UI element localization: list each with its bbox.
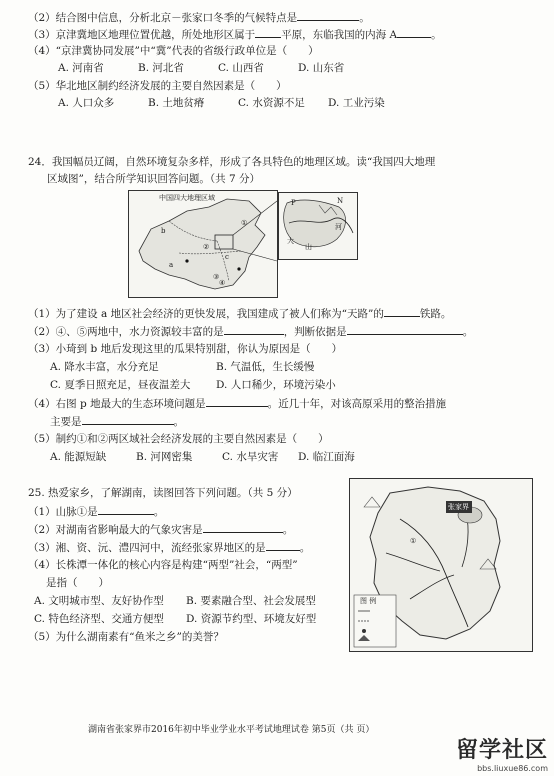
q25-sub4-option-b: B. 要素融合型、社会发展型 — [186, 595, 316, 607]
site-watermark — [456, 733, 548, 773]
q25-sub2: （2）对湖南省影响最大的气象灾害是 。 — [28, 524, 294, 536]
q24-sub4-cont: 主要是 。 — [50, 416, 184, 428]
q23-sub5-option-c: C. 水资源不足 — [238, 97, 305, 109]
q25-sub1: （1）山脉①是 。 — [28, 506, 165, 518]
q25-sub5: （5）为什么湖南素有“鱼米之乡”的美誉？ — [28, 631, 224, 643]
q23-sub4-option-b: B. 河北省 — [138, 62, 184, 74]
q23-sub5-option-a: A. 人口众多 — [58, 97, 115, 109]
q24-stem-line1: 24．我国幅员辽阔，自然环境复杂多样，形成了各具特色的地理区域。读“我国四大地理 — [28, 156, 436, 168]
hunan-legend-title: 图 例 — [360, 597, 377, 605]
map-label-a: a — [169, 261, 174, 269]
inset-label-he: 河 — [335, 223, 342, 231]
q24-sub5-option-a: A. 能源短缺 — [50, 451, 107, 463]
watermark-url: bbs.liuxue86.com — [477, 764, 548, 773]
map-label-3: ③ — [213, 273, 220, 281]
q24-sub5-option-b: B. 河网密集 — [136, 451, 193, 463]
q23-sub5-option-d: D. 工业污染 — [328, 97, 385, 109]
q24-sub5: （5）制约①和②两区域社会经济发展的主要自然因素是（ ） — [28, 433, 329, 445]
hunan-label-mountain-1: ① — [410, 537, 417, 545]
q25-sub4: （4）长株潭一体化的核心内容是构建“两型”社会，“两型” — [28, 559, 298, 571]
q25-sub4-cont: 是指（ ） — [46, 577, 109, 589]
hunan-label-zhangjiajie: 张家界 — [448, 503, 469, 511]
q25-sub3: （3）湘、资、沅、澧四河中，流经张家界地区的是 。 — [28, 542, 311, 554]
inset-label-da: 大 — [287, 237, 294, 245]
q23-sub2: （2）结合图中信息，分析北京－张家口冬季的气候特点是 。 — [28, 12, 370, 24]
q23-sub4-option-d: D. 山东省 — [298, 62, 345, 74]
q24-sub4: （4）右图 p 地最大的生态环境问题是 。近几十年，对该高原采用的整治措施 — [28, 398, 447, 410]
map-label-4: ④ — [219, 279, 226, 287]
page-footer: 湖南省张家界市2016年初中毕业学业水平考试地理试卷 第5页（共 页） — [88, 725, 375, 735]
map-label-2: ② — [203, 243, 210, 251]
map-label-1: ① — [241, 219, 248, 227]
map-label-c: c — [225, 253, 229, 261]
q25-sub4-option-d: D. 资源节约型、环境友好型 — [186, 613, 317, 625]
q23-sub4-option-a: A. 河南省 — [58, 62, 104, 74]
q23-sub3: （3）京津冀地区地理位置优越，所处地形区属于 平原，东临我国的内海 A 。 — [28, 29, 442, 41]
china-regions-map — [128, 190, 278, 298]
q24-sub5-option-c: C. 水旱灾害 — [222, 451, 279, 463]
q23-sub5: （5）华北地区制约经济发展的主要自然因素是（ ） — [28, 80, 287, 92]
q24-sub1: （1）为了建设 a 地区社会经济的更快发展，我国建成了被人们称为“天路”的 铁路。 — [28, 308, 452, 320]
map-label-b: b — [161, 227, 166, 235]
inset-label-n: N — [337, 197, 344, 205]
q23-sub5-option-b: B. 土地贫瘠 — [148, 97, 205, 109]
q24-sub2: （2）④、⑤两地中，水力资源较丰富的是 ，判断依据是 。 — [28, 326, 474, 338]
plateau-inset-map — [278, 192, 358, 260]
q24-sub3-option-d: D. 人口稀少，环境污染小 — [216, 379, 336, 391]
q24-sub3-option-a: A. 降水丰富，水分充足 — [50, 361, 159, 373]
q24-stem-line2: 区域图”，结合所学知识回答问题。（共 7 分） — [47, 173, 260, 185]
q24-sub5-option-d: D. 临江面海 — [298, 451, 355, 463]
hunan-map-drawing — [350, 479, 532, 651]
inset-label-shan: 山 — [305, 243, 312, 251]
q23-sub4-option-c: C. 山西省 — [218, 62, 264, 74]
map-title: 中国四大地理区域 — [159, 194, 215, 202]
q24-sub3: （3）小琦到 b 地后发现这里的瓜果特别甜，你认为原因是（ ） — [28, 343, 343, 355]
hunan-map — [349, 478, 533, 652]
q23-sub4: （4）“京津冀协同发展”中“冀”代表的省级行政单位是（ ） — [28, 45, 319, 57]
q25-sub4-option-a: A. 文明城市型、友好协作型 — [34, 595, 164, 607]
q25-sub4-option-c: C. 特色经济型、交通方便型 — [34, 613, 164, 625]
q24-sub3-option-c: C. 夏季日照充足，昼夜温差大 — [50, 379, 191, 391]
watermark-title: 留学社区 — [455, 738, 548, 763]
q24-sub3-option-b: B. 气温低，生长缓慢 — [216, 361, 315, 373]
inset-label-p: P — [291, 199, 296, 207]
q25-stem: 25. 热爱家乡，了解湖南，读图回答下列问题。（共 5 分） — [28, 487, 298, 499]
